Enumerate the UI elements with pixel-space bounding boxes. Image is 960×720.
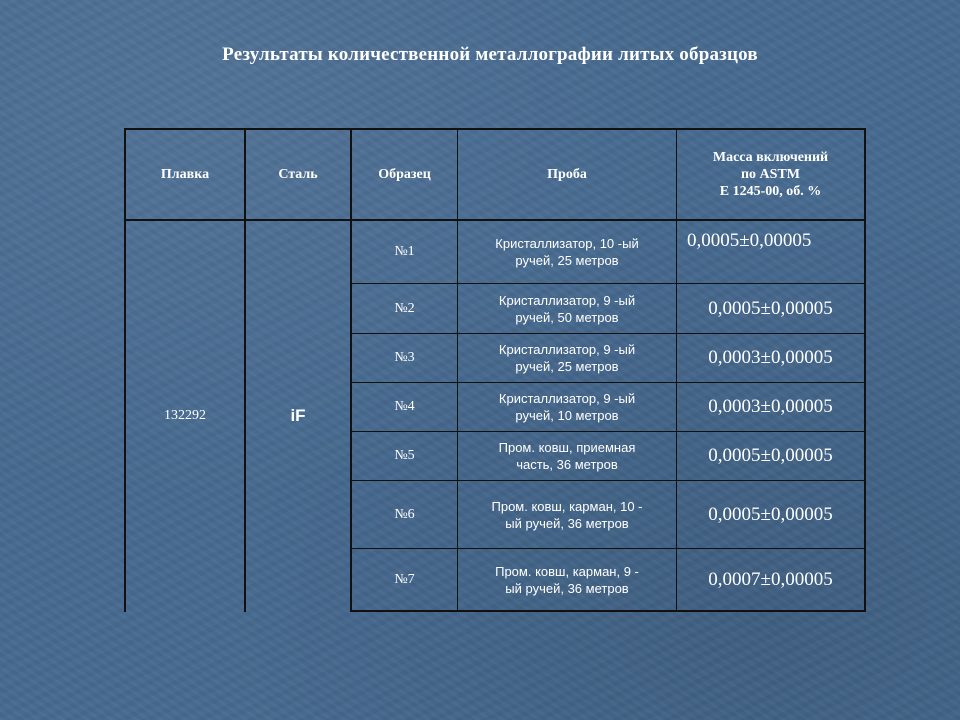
header-heat: Плавка xyxy=(160,167,210,182)
probe-line: ручей, 50 метров xyxy=(515,309,619,325)
steel-grade: iF xyxy=(290,405,306,425)
probe-line: Кристаллизатор, 10 -ый xyxy=(495,236,639,251)
probe-line: Пром. ковш, карман, 10 - xyxy=(491,498,643,514)
sample-cell: №1 xyxy=(394,244,415,259)
probe-cell xyxy=(458,221,676,283)
header-mass-line: по ASTM xyxy=(740,167,800,182)
sample-cell: №7 xyxy=(394,571,415,587)
header-sample: Образец xyxy=(378,167,431,182)
probe-line: Кристаллизатор, 9 -ый xyxy=(498,342,636,357)
probe-line: ый ручей, 36 метров xyxy=(505,515,629,531)
probe-line: Кристаллизатор, 9 -ый xyxy=(498,292,636,308)
probe-line: ый ручей, 36 метров xyxy=(505,580,629,596)
mass-cell: 0,0003±0,00005 xyxy=(708,396,833,417)
mass-cell: 0,0005±0,00005 xyxy=(708,503,833,525)
probe-cell xyxy=(458,481,676,548)
probe-line: Кристаллизатор, 9 -ый xyxy=(498,391,636,406)
probe-line: Пром. ковш, приемная xyxy=(498,440,636,455)
mass-cell: 0,0005±0,00005 xyxy=(708,297,833,319)
probe-cell xyxy=(458,549,676,610)
sample-cell: №4 xyxy=(394,399,415,414)
sample-cell: №2 xyxy=(394,300,415,316)
page-title: Результаты количественной металлографии литых образцов xyxy=(222,44,758,65)
probe-line: часть, 36 метров xyxy=(516,457,618,472)
header-probe: Проба xyxy=(547,167,587,182)
probe-line: ручей, 10 метров xyxy=(515,408,619,423)
probe-line: Пром. ковш, карман, 9 - xyxy=(495,563,639,579)
sample-cell: №5 xyxy=(394,448,415,463)
sample-cell: №6 xyxy=(394,506,415,522)
probe-line: ручей, 25 метров xyxy=(515,253,619,268)
header-steel: Сталь xyxy=(278,167,318,182)
sample-cell: №3 xyxy=(394,350,415,365)
mass-cell: 0,0005±0,00005 xyxy=(708,445,833,466)
mass-cell: 0,0005±0,00005 xyxy=(687,230,812,251)
probe-cell xyxy=(458,334,676,382)
header-mass xyxy=(677,130,864,219)
mass-cell: 0,0007±0,00005 xyxy=(708,568,833,590)
probe-cell xyxy=(458,383,676,431)
heat-number: 132292 xyxy=(164,407,206,423)
probe-cell xyxy=(458,432,676,480)
table-border-bottom xyxy=(350,610,866,612)
table-border-right xyxy=(864,128,866,612)
header-mass-line: Масса включений xyxy=(712,150,829,165)
mass-cell: 0,0003±0,00005 xyxy=(708,347,833,368)
probe-cell xyxy=(458,284,676,333)
probe-line: ручей, 25 метров xyxy=(515,359,619,374)
header-mass-line: Е 1245-00, об. % xyxy=(719,184,822,199)
